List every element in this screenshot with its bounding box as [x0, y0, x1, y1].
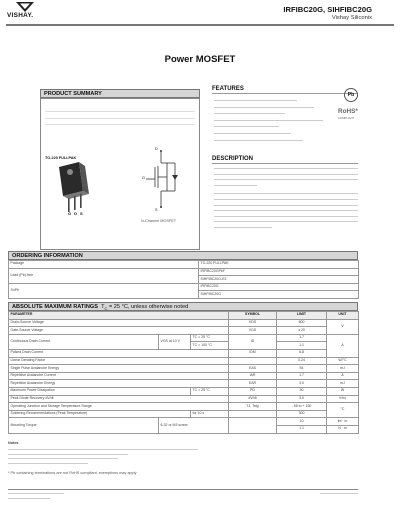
- pin-s-label: S: [80, 211, 86, 216]
- symbol-cell: VGS: [229, 327, 277, 335]
- symbol-cell: EAR: [229, 380, 277, 388]
- table-row: [9, 403, 359, 411]
- ordering-label: Package: [9, 261, 199, 269]
- col-symbol: SYMBOL: [229, 312, 277, 320]
- product-summary-box: [40, 98, 200, 250]
- cond-cell: VGS at 10 V: [159, 334, 191, 349]
- param-cell: Soldering Recommendations (Peak Temperature): [9, 410, 191, 418]
- abs-max-header-row: [9, 312, 359, 320]
- package-pins: [68, 211, 86, 216]
- ordering-label: Lead (Pb)-free: [9, 268, 199, 283]
- footer-right: [320, 492, 358, 494]
- table-row: [9, 334, 359, 342]
- ordering-table: [8, 260, 359, 299]
- ordering-label: SnPb: [9, 283, 199, 298]
- description-heading: DESCRIPTION: [212, 156, 254, 162]
- limit-cell: 6.8: [277, 349, 327, 357]
- limit-cell: 0.24: [277, 357, 327, 365]
- unit-cell: W: [327, 387, 359, 395]
- col-limit: LIMIT: [277, 312, 327, 320]
- sub-cond-cell: TC = 25 °C: [191, 334, 229, 342]
- sub-cond-cell: TC = 100 °C: [191, 342, 229, 350]
- symbol-cell: PD: [229, 387, 277, 395]
- ordering-row: [9, 261, 359, 269]
- table-row: [9, 357, 359, 365]
- symbol-pin-s: S: [155, 208, 158, 212]
- package-label: TO-220 FULLPAK: [45, 156, 77, 160]
- company-name: Vishay Siliconix: [331, 15, 372, 21]
- ordering-value: SIHFIBC20G-E3: [199, 276, 359, 284]
- table-row: [9, 418, 359, 426]
- header-rule: [6, 24, 394, 26]
- param-cell: Repetitive Avalanche Current: [9, 372, 229, 380]
- limit-cell: 3.0: [277, 380, 327, 388]
- ordering-row: [9, 283, 359, 291]
- unit-cell: A: [327, 334, 359, 357]
- param-cell: Drain-Source Voltage: [9, 319, 229, 327]
- summary-text: [45, 105, 195, 139]
- abs-max-title: ABSOLUTE MAXIMUM RATINGS: [12, 304, 98, 311]
- symbol-cell: VDS: [229, 319, 277, 327]
- limit-cell: 10: [277, 418, 327, 426]
- unit-cell: V: [327, 319, 359, 334]
- unit-cell: °C: [327, 403, 359, 418]
- symbol-cell: [229, 410, 277, 418]
- limit-cell: ± 20: [277, 327, 327, 335]
- cond-cell: 6-32 or M3 screw: [159, 418, 229, 433]
- features-heading: FEATURES: [212, 86, 244, 92]
- ordering-value: SIHFIBC20G: [199, 291, 359, 299]
- table-row: [9, 387, 359, 395]
- col-parameter: PARAMETER: [9, 312, 229, 320]
- table-row: [9, 372, 359, 380]
- param-cell: Repetitive Avalanche Energy: [9, 380, 229, 388]
- table-row: [9, 327, 359, 335]
- notes-body: [8, 447, 208, 463]
- param-cell: Operating Junction and Storage Temperature Range: [9, 403, 229, 411]
- param-cell: Gate-Source Voltage: [9, 327, 229, 335]
- limit-cell: 300: [277, 410, 327, 418]
- limit-cell: 600: [277, 319, 327, 327]
- param-cell: Linear Derating Factor: [9, 357, 229, 365]
- param-cell: Continuous Drain Current: [9, 334, 159, 349]
- unit-cell: V/ns: [327, 395, 359, 403]
- unit-cell: lbf · in: [327, 418, 359, 426]
- abs-max-heading: [8, 302, 358, 311]
- footer-left: [8, 492, 78, 498]
- pin-d-label: D: [74, 211, 81, 216]
- param-cell: Mounting Torque: [9, 418, 159, 433]
- limit-cell: 1.7: [277, 372, 327, 380]
- limit-cell: - 55 to + 150: [277, 403, 327, 411]
- table-row: [9, 319, 359, 327]
- table-row: [9, 410, 359, 418]
- product-summary-heading: PRODUCT SUMMARY: [40, 89, 200, 98]
- ordering-heading: ORDERING INFORMATION: [8, 251, 358, 260]
- abs-max-condition-symbol: $T_C$: [99, 304, 108, 312]
- limit-cell: 30: [277, 387, 327, 395]
- symbol-cell: EAS: [229, 365, 277, 373]
- pb-free-badge: [344, 88, 358, 102]
- symbol-label: N-Channel MOSFET: [141, 219, 177, 223]
- pin-g-label: G: [68, 211, 75, 216]
- footnote: * Pb containing terminations are not RoHS compliant, exemptions may apply: [8, 471, 137, 475]
- ordering-value: IRFIBC20G: [199, 283, 359, 291]
- param-cell: Single Pulse Avalanche Energy: [9, 365, 229, 373]
- symbol-cell: TJ, Tstg: [229, 403, 277, 411]
- footer-rule: [8, 489, 358, 490]
- logo-text: VISHAY.: [7, 12, 34, 19]
- pb-badge-text: Pb: [347, 92, 355, 98]
- ordering-value: IRFIBC20GPbF: [199, 268, 359, 276]
- part-number: IRFIBC20G, SIHFIBC20G: [283, 5, 372, 14]
- param-cell: Peak Diode Recovery dV/dt: [9, 395, 229, 403]
- symbol-cell: ID: [229, 334, 277, 349]
- ordering-value: TO-220 FULLPAK: [199, 261, 359, 269]
- page-title: Power MOSFET: [164, 54, 236, 65]
- unit-cell: mJ: [327, 365, 359, 373]
- features-rule: [212, 93, 358, 94]
- symbol-cell: IAR: [229, 372, 277, 380]
- rohs-badge: RoHS*: [338, 108, 358, 115]
- abs-max-condition: = 25 °C, unless otherwise noted: [108, 304, 189, 311]
- features-list: [214, 97, 332, 140]
- description-body: [214, 165, 358, 228]
- unit-cell: N · m: [327, 425, 359, 433]
- symbol-cell: dV/dt: [229, 395, 277, 403]
- n-channel-mosfet-symbol-icon: [141, 149, 185, 211]
- limit-cell: 1.7: [277, 334, 327, 342]
- col-unit: UNIT: [327, 312, 359, 320]
- rohs-compliant-label: COMPLIANT: [338, 116, 355, 120]
- table-row: [9, 380, 359, 388]
- cond-cell: for 10 s: [191, 410, 229, 418]
- symbol-cell: IDM: [229, 349, 277, 357]
- unit-cell: A: [327, 372, 359, 380]
- table-row: [9, 395, 359, 403]
- ordering-row: [9, 268, 359, 276]
- limit-cell: 54: [277, 365, 327, 373]
- table-row: [9, 349, 359, 357]
- symbol-pin-d: D: [155, 147, 158, 151]
- limit-cell: 1.1: [277, 425, 327, 433]
- description-rule: [212, 163, 358, 164]
- symbol-cell: [229, 418, 277, 433]
- limit-cell: 1.1: [277, 342, 327, 350]
- param-cell: Pulsed Drain Current: [9, 349, 229, 357]
- symbol-cell: [229, 357, 277, 365]
- unit-cell: W/°C: [327, 357, 359, 365]
- cond-cell: TC = 25 °C: [191, 387, 229, 395]
- notes-heading: Notes: [8, 441, 19, 445]
- abs-max-table: [8, 311, 359, 434]
- limit-cell: 3.0: [277, 395, 327, 403]
- symbol-pin-g: G: [142, 176, 145, 180]
- table-row: [9, 365, 359, 373]
- unit-cell: mJ: [327, 380, 359, 388]
- param-cell: Maximum Power Dissipation: [9, 387, 191, 395]
